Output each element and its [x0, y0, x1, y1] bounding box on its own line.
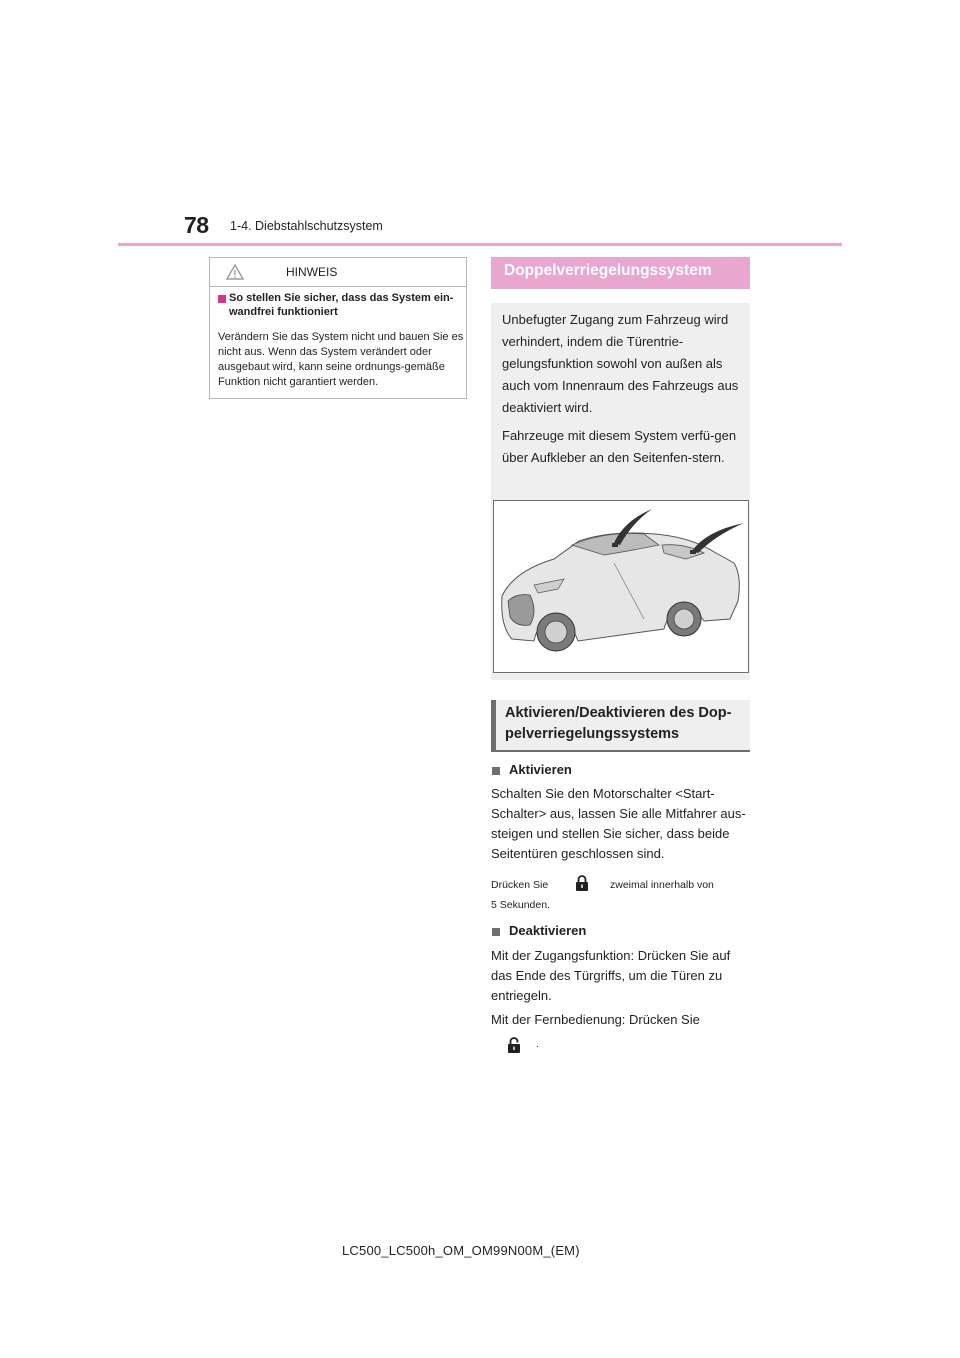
press-after-text: zweimal innerhalb von [610, 879, 714, 891]
lock-button-icon [575, 874, 589, 892]
double-lock-heading: Doppelverriegelungssystem [491, 257, 750, 289]
remote-text: Mit der Fernbedienung: Drücken Sie [491, 1012, 700, 1027]
document-code: LC500_LC500h_OM_OM99N00M_(EM) [342, 1243, 580, 1258]
car-sticker-diagram-icon [494, 501, 748, 672]
notice-header [210, 258, 466, 287]
bullet-square-icon [492, 767, 500, 775]
remote-end-punctuation: . [536, 1038, 539, 1050]
activate-title: Aktivieren [509, 762, 572, 777]
notice-label: HINWEIS [286, 265, 338, 279]
activate-deactivate-heading: Aktivieren/Deaktivieren des Dop-pelverriegelungssystems [491, 700, 750, 752]
car-illustration [493, 500, 749, 673]
deactivate-title: Deaktivieren [509, 923, 587, 938]
press-before-text: Drücken Sie [491, 879, 549, 891]
section-title: 1-4. Diebstahlschutzsystem [230, 219, 383, 233]
unlock-button-icon [507, 1036, 521, 1054]
notice-box [209, 257, 467, 399]
bullet-square-icon [218, 295, 226, 303]
double-lock-paragraph-1: Unbefugter Zugang zum Fahrzeug wird verhindert, indem die Türentrie-gelungsfunktion sowohl von außen als auch vom Innenraum des Fahrzeugs aus deaktiviert wird. [502, 312, 739, 415]
deactivate-text: Mit der Zugangsfunktion: Drücken Sie auf das Ende des Türgriffs, um die Türen zu entriegeln. [491, 948, 731, 1003]
press-line2-text: 5 Sekunden. [491, 899, 550, 911]
notice-subheading: So stellen Sie sicher, dass das System ein-wandfrei funktioniert [229, 292, 454, 318]
warning-triangle-icon [226, 264, 244, 280]
double-lock-paragraph-2: Fahrzeuge mit diesem System verfü-gen über Aufkleber an den Seitenfen-stern. [502, 428, 737, 465]
notice-body: Verändern Sie das System nicht und bauen Sie es nicht aus. Wenn das System verändert oder ausgebaut wird, kann seine ordnungs-gemäße Funktion nicht garantiert werden. [218, 331, 464, 388]
header-rule [118, 243, 842, 246]
page-number: 78 [184, 212, 209, 238]
bullet-square-icon [492, 928, 500, 936]
activate-text: Schalten Sie den Motorschalter <Start-Schalter> aus, lassen Sie alle Mitfahrer aus-steigen und stellen Sie sicher, dass beide Seitentüren geschlossen sind. [491, 786, 746, 861]
